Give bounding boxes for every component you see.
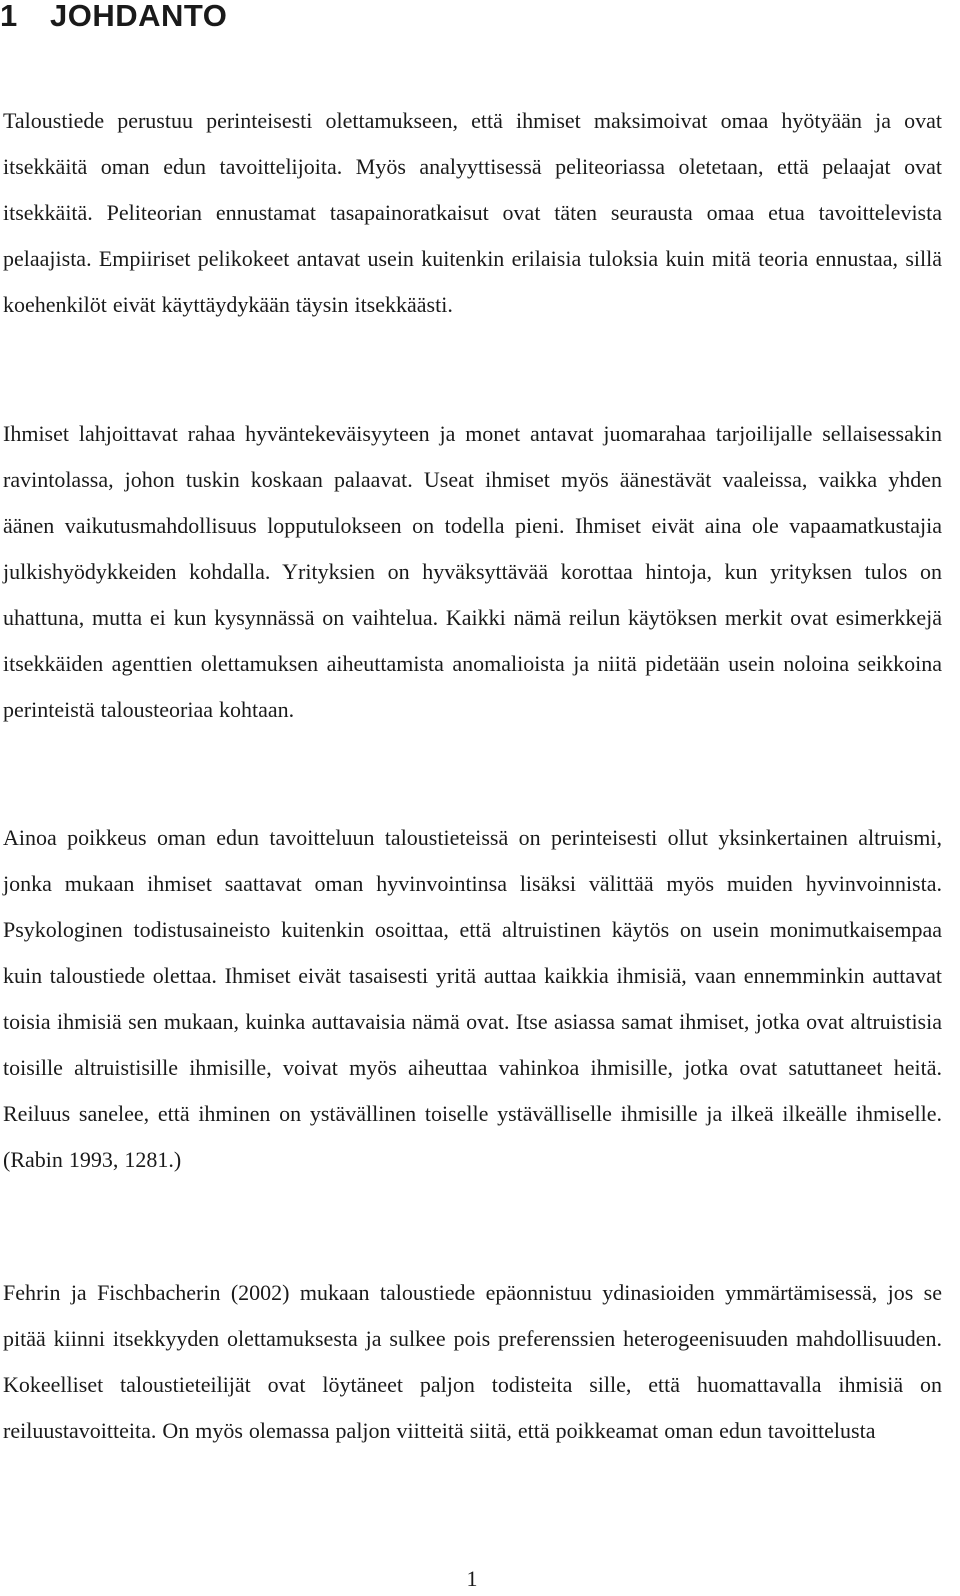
- chapter-number: 1: [0, 0, 18, 33]
- paragraph: Ainoa poikkeus oman edun tavoitteluun taloustieteissä on perinteisesti ollut yksinkertainen altruismi, jonka mukaan ihmiset saattavat oman hyvinvointinsa lisäksi välittää myös muiden hyvinvoinnista. Psykologinen todistusaineisto kuitenkin osoittaa, että altruistinen käytös on usein monimutkaisempaa kuin taloustiede olettaa. Ihmiset eivät tasaisesti yritä auttaa kaikkia ihmisiä, vaan ennemminkin auttavat toisia ihmisiä sen mukaan, kuinka auttavaisia nämä ovat. Itse asiassa samat ihmiset, jotka ovat altruistisia toisille altruistisille ihmisille, voivat myös aiheuttaa vahinkoa ihmisille, jotka ovat satuttaneet heitä. Reiluus sanelee, että ihminen on ystävällinen toiselle ystävälliselle ihmisille ja ilkeä ilkeälle ihmiselle. (Rabin 1993, 1281.): [3, 825, 942, 1172]
- chapter-heading: [0, 0, 227, 34]
- page-number: 1: [466, 1566, 478, 1591]
- chapter-title: JOHDANTO: [50, 0, 228, 33]
- paragraph: Taloustiede perustuu perinteisesti olettamukseen, että ihmiset maksimoivat omaa hyötyään ja ovat itsekkäitä oman edun tavoittelijoita. Myös analyyttisessä peliteoriassa oletetaan, että pelaajat ovat itsekkäitä. Peliteorian ennustamat tasapainoratkaisut ovat täten seurausta omaa etua tavoittelevista pelaajista. Empiiriset pelikokeet antavat usein kuitenkin erilaisia tuloksia kuin mitä teoria ennustaa, sillä koehenkilöt eivät käyttäydykään täysin itsekkäästi.: [3, 108, 942, 317]
- paragraph: Ihmiset lahjoittavat rahaa hyväntekeväisyyteen ja monet antavat juomarahaa tarjoilijalle sellaisessakin ravintolassa, johon tuskin koskaan palaavat. Useat ihmiset myös äänestävät vaaleissa, vaikka yhden äänen vaikutusmahdollisuus lopputulokseen on todella pieni. Ihmiset eivät aina ole vapaamatkustajia julkishyödykkeiden kohdalla. Yrityksien on hyväksyttävää korottaa hintoja, kun yrityksen tulos on uhattuna, mutta ei kun kysynnässä on vaihtelua. Kaikki nämä reilun käytöksen merkit ovat esimerkkejä itsekkäiden agenttien olettamuksen aiheuttamista anomalioista ja niitä pidetään usein noloina seikkoina perinteistä talousteoriaa kohtaan.: [3, 421, 942, 722]
- paragraph: Fehrin ja Fischbacherin (2002) mukaan taloustiede epäonnistuu ydinasioiden ymmärtämisessä, jos se pitää kiinni itsekkyyden olettamuksesta ja sulkee pois preferenssien heterogeenisuuden mahdollisuuden. Kokeelliset taloustieteilijät ovat löytäneet paljon todisteita sille, että huomattavalla ihmisiä on reiluustavoitteita. On myös olemassa paljon viitteitä siitä, että poikkeamat oman edun tavoittelusta: [3, 1280, 942, 1443]
